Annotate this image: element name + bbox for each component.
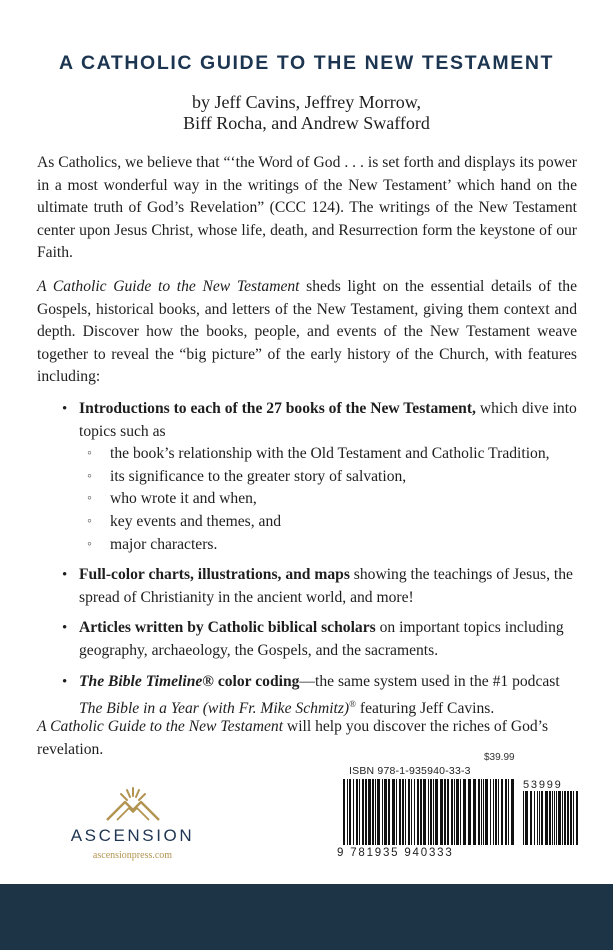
barcode-bar [375, 779, 376, 845]
barcode-bar [530, 791, 532, 845]
barcode-bar [430, 779, 432, 845]
barcode-bar [377, 779, 380, 845]
barcode-bar [498, 779, 499, 845]
publisher-logo [40, 786, 225, 861]
barcode-bar [493, 779, 494, 845]
feature-item-introductions [60, 398, 580, 556]
barcode-bar [402, 779, 404, 845]
price-label: $39.99 [484, 752, 515, 763]
price-addon-digits: 53999 [523, 779, 563, 791]
publisher-url: ascensionpress.com [92, 850, 173, 861]
barcode-bar [428, 779, 429, 845]
ascension-mountain-icon [103, 786, 163, 822]
barcode-bar [573, 791, 574, 845]
barcode-bar [408, 779, 410, 845]
feature-4-text: —the same system used in the #1 podcast [299, 672, 560, 690]
intro-paragraph [37, 152, 577, 265]
barcode-bar [362, 779, 364, 845]
barcode-bar [525, 791, 528, 845]
barcode-bar [552, 791, 553, 845]
barcode-bar [356, 779, 358, 845]
barcode-bar [463, 779, 466, 845]
barcode-bar [460, 779, 461, 845]
barcode-bar [444, 779, 446, 845]
feature-2-text: showing the teachings of Jesus, the spread of Christianity in the ancient world, and more! [79, 566, 573, 606]
barcode-bar [537, 791, 538, 845]
barcode-bar [388, 779, 390, 845]
barcode-bar [365, 779, 367, 845]
barcode-bar [564, 791, 566, 845]
barcode-bar [417, 779, 419, 845]
barcode-bar [468, 779, 471, 845]
barcode-bar [405, 779, 406, 845]
barcode-bar [541, 791, 543, 845]
barcode-bar [353, 779, 354, 845]
byline-line-2: Biff Rocha, and Andrew Swafford [183, 113, 430, 133]
barcode-bar [562, 791, 563, 845]
barcode-bar [399, 779, 401, 845]
feature-item-charts [60, 564, 580, 609]
feature-1-bold: Introductions to each of the 27 books of the New Testament, [79, 400, 476, 417]
barcode-bar [570, 791, 572, 845]
subitem: ◦ its significance to the greater story of salvation, [87, 466, 580, 489]
barcode-bar [359, 779, 360, 845]
barcode-bar [343, 779, 345, 845]
byline-line-1: by Jeff Cavins, Jeffrey Morrow, [191, 92, 422, 112]
isbn-barcode [327, 765, 582, 867]
barcode-bar [384, 779, 387, 845]
subitem: ◦ key events and themes, and [87, 511, 580, 534]
description-body: sheds light on the essential details of the Gospels, historical books, and letters of the New Testament, giving them context and depth. Discover how the books, people, and events of the New Testament weave together to reveal the “big picture” of the early history of the Church, with features including: [37, 278, 578, 386]
barcode-bar [473, 779, 476, 845]
barcode-bar [451, 779, 453, 845]
intro-text: As Catholics, we believe that “‘the Word of God . . . is set forth and displays its power in a most wonderful way in the writings of the New Testament’ which hand on the ultimate truth of God’s Revelation” (CCC 124). The writings of the New Testament center upon Jesus Christ, whose life, death, and Resurrection form the keystone of our Faith. [37, 154, 577, 262]
barcode-bars [327, 779, 582, 849]
barcode-bar [485, 779, 488, 845]
barcode-bar [382, 779, 383, 845]
barcode-bar [435, 779, 438, 845]
barcode-bar [523, 791, 524, 845]
description-text [37, 276, 577, 389]
subitem: ◦ who wrote it and when, [87, 488, 580, 511]
feature-1-subitems [79, 443, 580, 556]
barcode-bar [447, 779, 449, 845]
barcode-bar [411, 779, 412, 845]
barcode-bar [414, 779, 415, 845]
barcode-bar [501, 779, 503, 845]
isbn-label: ISBN 978-1-935940-33-3 [349, 765, 471, 777]
feature-4-bold-italic: The Bible Timeline® [79, 672, 214, 690]
closing-book-title: A Catholic Guide to the New Testament [37, 718, 284, 735]
feature-4-bold: color coding [213, 672, 300, 690]
barcode-bar [423, 779, 426, 845]
description-paragraph [37, 276, 577, 389]
barcode-bar [545, 791, 548, 845]
barcode-bar [534, 791, 535, 845]
barcode-bar [556, 791, 557, 845]
subitem: ◦ the book’s relationship with the Old Testament and Catholic Tradition, [87, 443, 580, 466]
barcode-bar [478, 779, 480, 845]
barcode-bar [420, 779, 422, 845]
features-list [60, 398, 580, 729]
barcode-bar [490, 779, 491, 845]
footer-band [0, 884, 613, 950]
description-book-title: A Catholic Guide to the New Testament [37, 278, 300, 295]
barcode-bar [396, 779, 397, 845]
barcode-bar [576, 791, 578, 845]
barcode-bar [368, 779, 371, 845]
barcode-bar [558, 791, 561, 845]
barcode-bar [433, 779, 434, 845]
barcode-bar [483, 779, 484, 845]
barcode-bar [554, 791, 555, 845]
barcode-bar [549, 791, 551, 845]
feature-item-articles [60, 617, 580, 662]
closing-body: will help you discover the riches of God’s revelation. [37, 718, 549, 758]
ean-digits: 9 781935 940333 [337, 847, 454, 859]
barcode-bar [481, 779, 482, 845]
barcode-bar [454, 779, 455, 845]
barcode-bar [505, 779, 507, 845]
feature-item-timeline [60, 671, 580, 721]
publisher-name: ASCENSION [70, 826, 195, 845]
book-title: A CATHOLIC GUIDE TO THE NEW TESTAMENT [58, 52, 555, 74]
feature-3-text: on important topics including geography, archaeology, the Gospels, and the sacraments. [79, 619, 564, 659]
feature-4-registered-mark: ® [349, 699, 356, 710]
barcode-bar [539, 791, 540, 845]
subitem: ◦ major characters. [87, 534, 580, 557]
barcode-bar [567, 791, 569, 845]
barcode-bar [440, 779, 443, 845]
barcode-bar [349, 779, 351, 845]
barcode-bar [392, 779, 395, 845]
barcode-bar [347, 779, 348, 845]
feature-4-podcast-title: The Bible in a Year (with Fr. Mike Schmitz) [79, 700, 350, 718]
barcode-bar [511, 779, 514, 845]
barcode-bar [372, 779, 374, 845]
barcode-bar [495, 779, 497, 845]
feature-3-bold: Articles written by Catholic biblical scholars [79, 619, 376, 637]
barcode-bar [456, 779, 459, 845]
feature-4-text-after: featuring Jeff Cavins. [355, 700, 495, 718]
author-byline [0, 92, 613, 134]
barcode-bar [508, 779, 509, 845]
feature-1-text: which dive into topics such as [79, 400, 577, 440]
feature-2-bold: Full-color charts, illustrations, and maps [79, 566, 350, 584]
